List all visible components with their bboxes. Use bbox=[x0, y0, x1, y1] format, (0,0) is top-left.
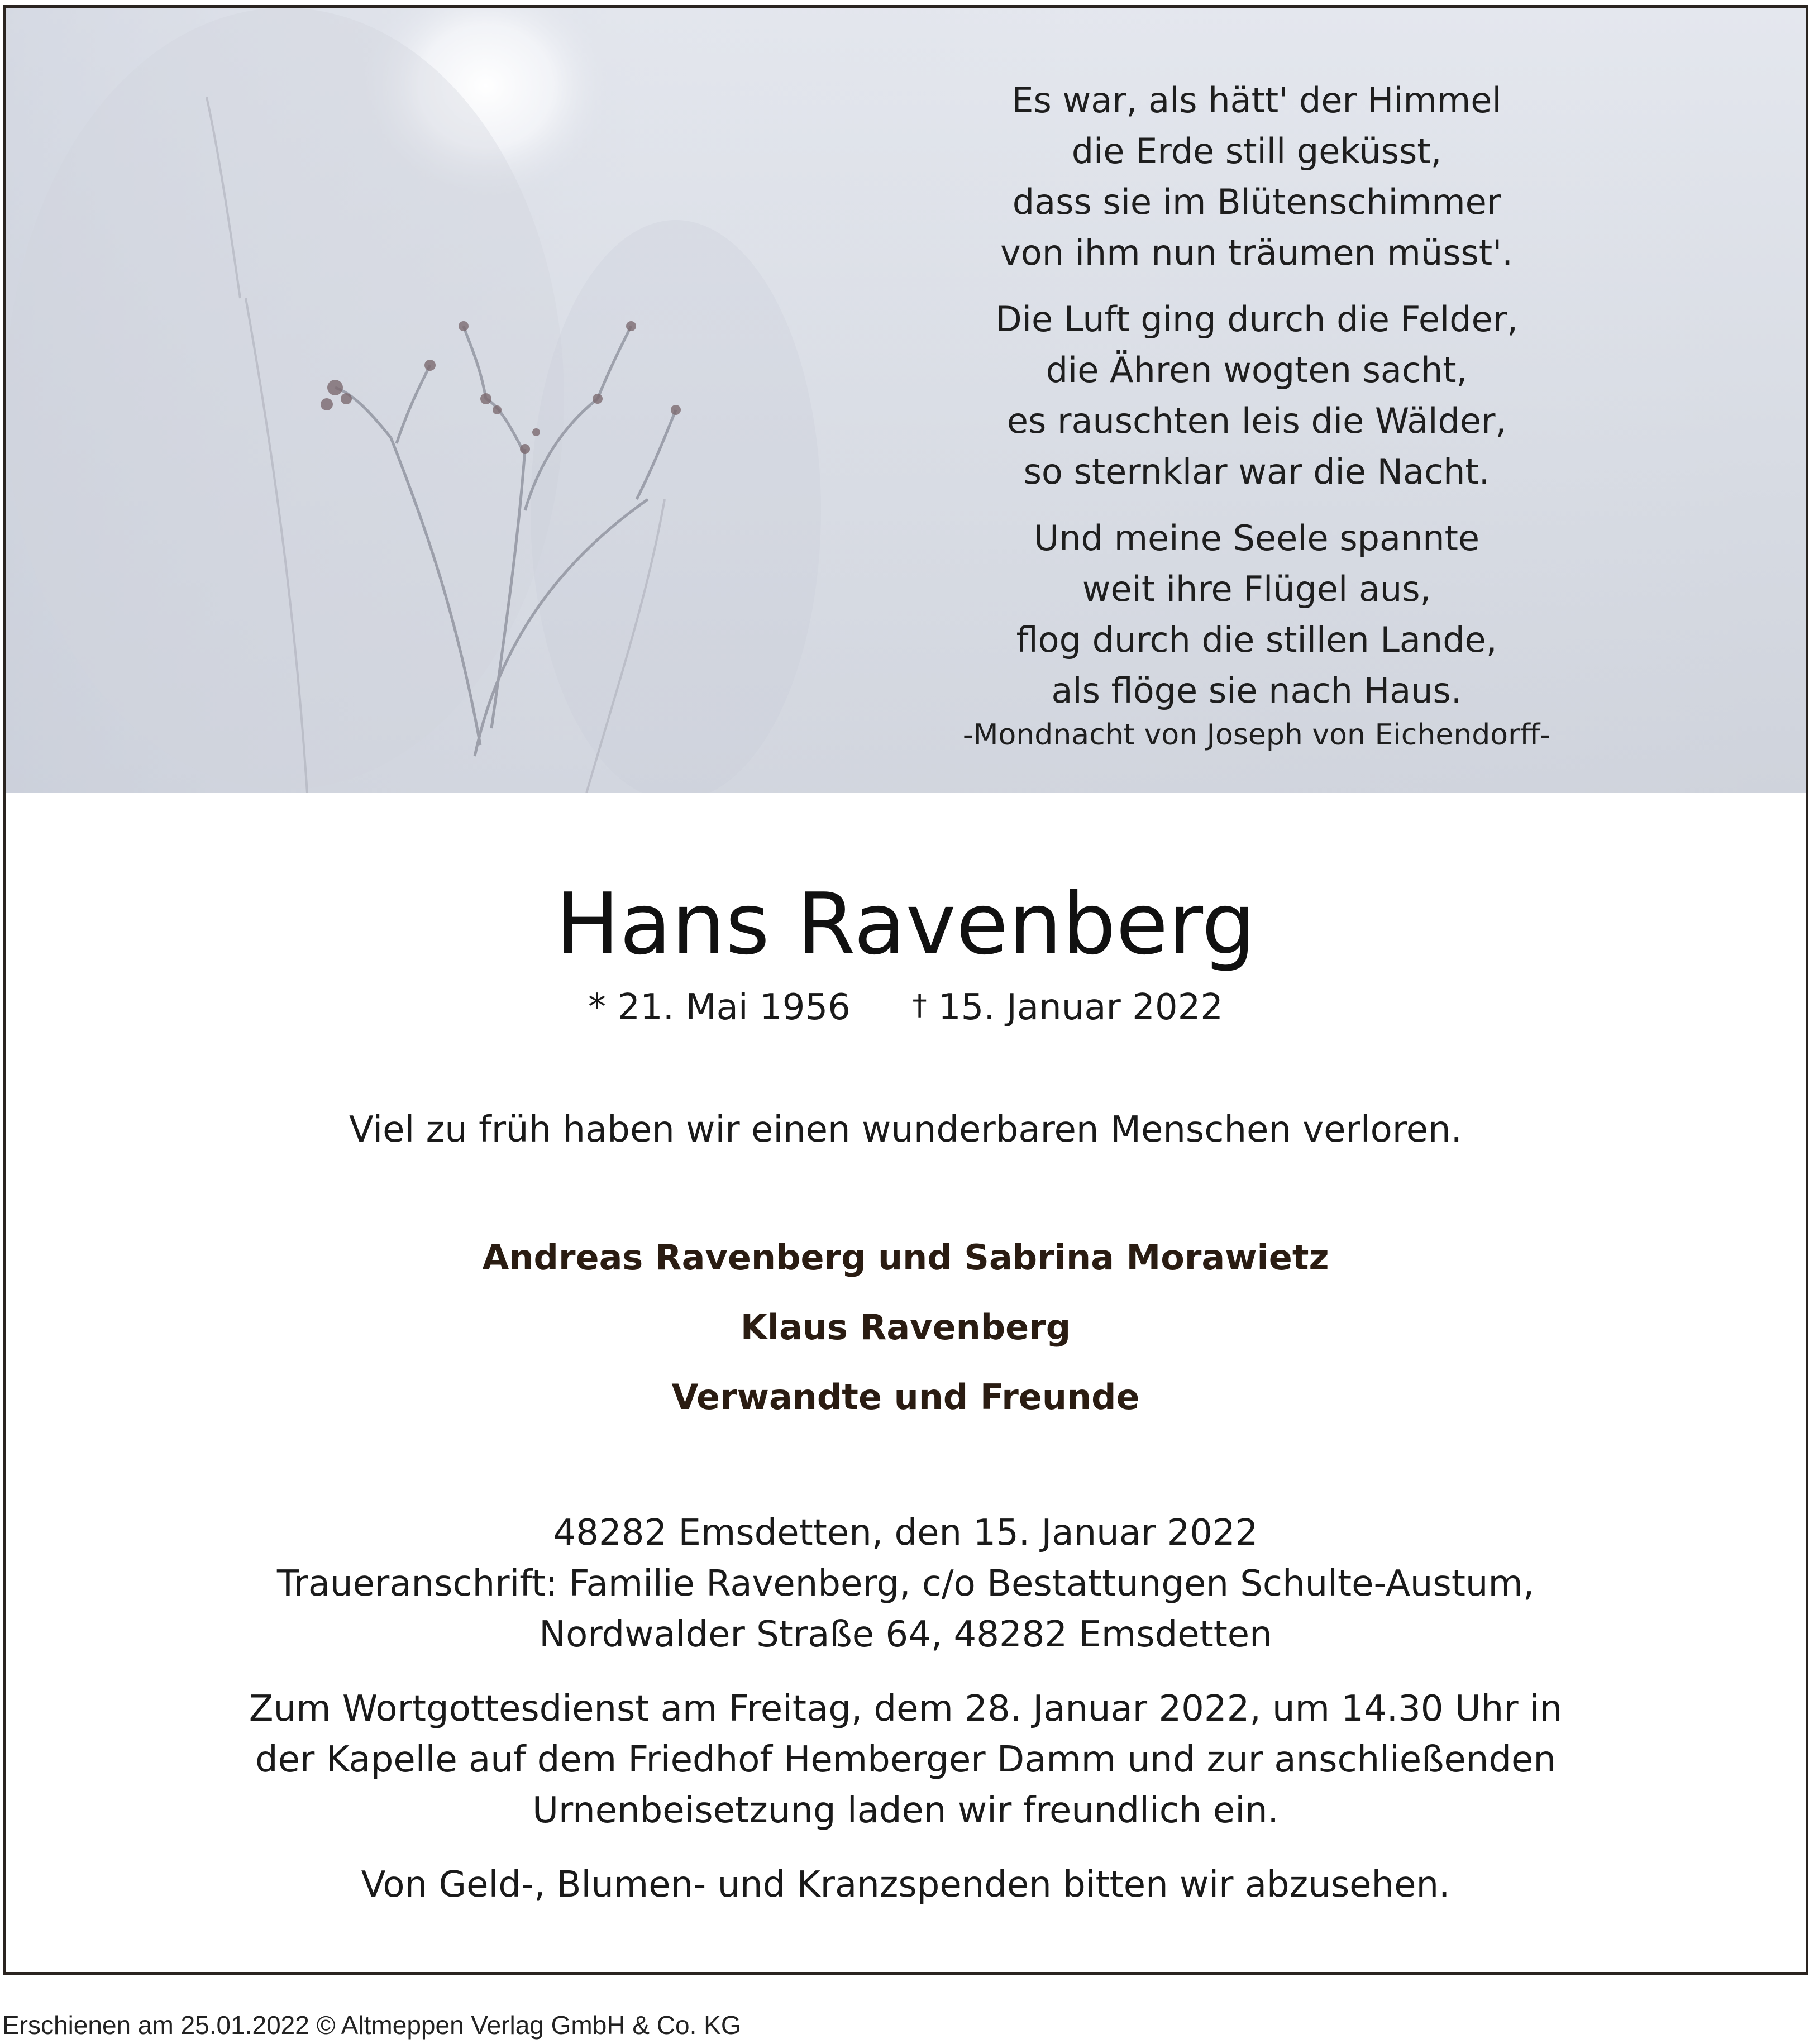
deceased-name: Hans Ravenberg bbox=[556, 875, 1256, 973]
poem-line: die Ähren wogten sacht, bbox=[1046, 350, 1468, 390]
address-line: 48282 Emsdetten, den 15. Januar 2022 bbox=[553, 1512, 1258, 1554]
poem-line: Die Luft ging durch die Felder, bbox=[995, 299, 1518, 340]
service-announcement bbox=[6, 1684, 1806, 1836]
poem-stanza-2 bbox=[855, 294, 1659, 497]
life-dates bbox=[6, 980, 1806, 1033]
address-line: Traueranschrift: Familie Ravenberg, c/o Bestattungen Schulte-Austum, bbox=[276, 1563, 1535, 1604]
service-line: Urnenbeisetzung laden wir freundlich ein. bbox=[532, 1790, 1279, 1831]
mourner-entry: Verwandte und Freunde bbox=[671, 1377, 1140, 1417]
poem-line: von ihm nun träumen müsst'. bbox=[1000, 232, 1513, 273]
mourner-entry: Klaus Ravenberg bbox=[740, 1307, 1071, 1348]
mourning-statement: Viel zu früh haben wir einen wunderbaren Menschen verloren. bbox=[349, 1109, 1462, 1150]
service-line: der Kapelle auf dem Friedhof Hemberger Damm und zur anschließenden bbox=[255, 1739, 1556, 1780]
funeral-info bbox=[6, 1508, 1806, 1934]
poem-line: flog durch die stillen Lande, bbox=[1016, 619, 1497, 660]
poem-line: Es war, als hätt' der Himmel bbox=[1011, 80, 1502, 121]
poem-line: als flöge sie nach Haus. bbox=[1051, 670, 1462, 711]
service-line: Zum Wortgottesdienst am Freitag, dem 28. Januar 2022, um 14.30 Uhr in bbox=[249, 1688, 1563, 1730]
poem-line: weit ihre Flügel aus, bbox=[1082, 569, 1431, 609]
poem-attribution: -Mondnacht von Joseph von Eichendorff- bbox=[962, 718, 1551, 752]
address-line: Nordwalder Straße 64, 48282 Emsdetten bbox=[539, 1614, 1272, 1655]
poem bbox=[855, 75, 1659, 757]
birth-date: 21. Mai 1956 bbox=[617, 987, 851, 1028]
mourners-list bbox=[6, 1233, 1806, 1442]
publication-footer: Erschienen am 25.01.2022 © Altmeppen Verlag GmbH & Co. KG bbox=[2, 2010, 741, 2040]
poem-stanza-3 bbox=[855, 513, 1659, 716]
poem-line: so sternklar war die Nacht. bbox=[1023, 451, 1490, 492]
poem-line: dass sie im Blütenschimmer bbox=[1012, 182, 1501, 222]
birth-symbol: * bbox=[588, 987, 606, 1028]
obituary-frame bbox=[3, 5, 1808, 1975]
mourner-entry: Andreas Ravenberg und Sabrina Morawietz bbox=[482, 1237, 1329, 1278]
donations-note: Von Geld-, Blumen- und Kranzspenden bitten wir abzusehen. bbox=[361, 1864, 1450, 1905]
poem-stanza-1 bbox=[855, 75, 1659, 278]
mourning-address bbox=[6, 1508, 1806, 1660]
death-cross-icon: † bbox=[912, 988, 927, 1022]
death-date: 15. Januar 2022 bbox=[938, 987, 1224, 1028]
poem-line: die Erde still geküsst, bbox=[1071, 131, 1442, 171]
header-photo bbox=[6, 8, 1806, 793]
poem-line: Und meine Seele spannte bbox=[1033, 518, 1480, 558]
poem-line: es rauschten leis die Wälder, bbox=[1006, 400, 1507, 441]
